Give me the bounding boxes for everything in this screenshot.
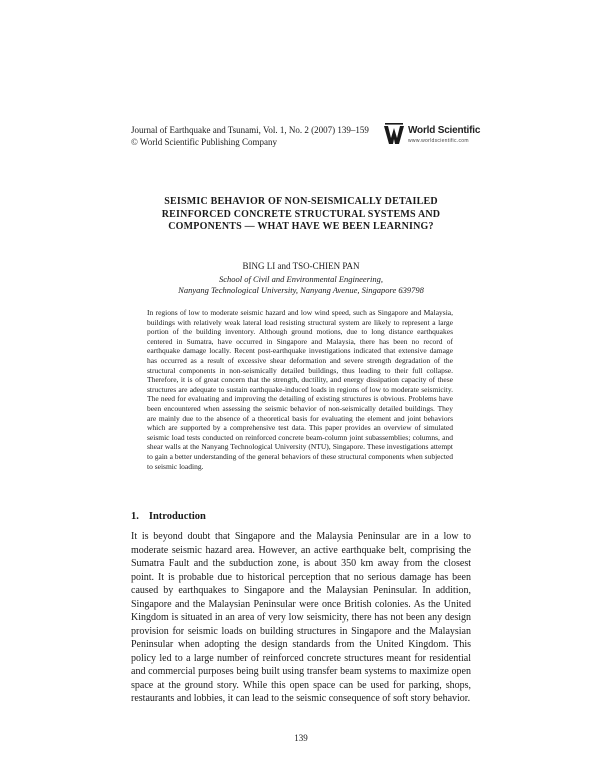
journal-header [131, 124, 391, 148]
copyright-line: © World Scientific Publishing Company [131, 137, 277, 147]
affiliation-line-1: School of Civil and Environmental Engineering, [219, 274, 383, 284]
section-title: Introduction [148, 511, 206, 522]
world-scientific-logo-icon [383, 123, 405, 147]
publisher-tagline: www.worldscientific.com [408, 138, 469, 144]
article-authors: BING LI and TSO-CHIEN PAN [242, 261, 360, 271]
publisher-name: World Scientific [408, 125, 481, 136]
author-affiliation [131, 274, 471, 296]
article-title: SEISMIC BEHAVIOR OF NON-SEISMICALLY DETAILED REINFORCED CONCRETE STRUCTURAL SYSTEMS AND COMPONENTS — WHAT HAVE WE BEEN LEARNING? [161, 196, 441, 232]
publisher-logo [383, 121, 483, 151]
page-number: 139 [294, 733, 308, 743]
introduction-text: It is beyond doubt that Singapore and the Malaysia Peninsular are in a low to moderate seismic hazard area. However, an active earthquake belt, comprising the Sumatra Fault and the subduction zone, is about 350 km away from the closest point. It is probable due to historical perception that no serious damage has been caused by earthquakes to Singapore and the Malaysian Peninsular. In addition, Singapore and the Malaysian Peninsular were once British colonies. As the United Kingdom is situated in an area of very low seismicity, there has not been any design provision for seismic loads on building structures in Singapore and the Malaysian Peninsular when adopting the design standards from the United Kingdom. This policy led to a large number of reinforced concrete structures meant for residential and commercial purposes being built using transfer beam systems to maximize open space at the ground story. While this open space can be used for parking, shops, restaurants and lobbies, it can lead to the seismic consequence of soft story behavior. [131, 531, 471, 704]
affiliation-line-2: Nanyang Technological University, Nanyang Avenue, Singapore 639798 [178, 285, 424, 295]
journal-citation: Journal of Earthquake and Tsunami, Vol. 1, No. 2 (2007) 139–159 [131, 125, 369, 135]
abstract: In regions of low to moderate seismic hazard and low wind speed, such as Singapore and Malaysia, buildings with relatively weak lateral load resisting structural system are likely to represent a large portion of the building inventory. Although ground motions, due to long distance earthquakes centered in Sumatra, have occurred in Singapore and Malaysia, there has been no record of earthquake damage locally. Recent post-earthquake investigations indicated that extensive damage has occurred as a result of excessive shear deformation and severe strength degradation of the structural components in non-seismically detailed buildings, thus leading to their full collapse. Therefore, it is of great concern that the strength, ductility, and energy dissipation capacity of these structures are adequate to sustain earthquake-induced loads in regions of low to moderate seismicity. The need for evaluating and improving the detailing of existing structures is obvious. Problems have been encountered when assessing the seismic behavior of non-seismically detailed buildings. They are mainly due to the absence of a theoretical basis for evaluating the element and joint behaviors which are supported by a comprehensive test data. This paper provides an overview of simulated seismic load tests conducted on reinforced concrete beam-column joint subassemblies; columns, and shear walls at the Nanyang Technological University (NTU), Singapore. These investigations attempt to gain a better understanding of the general behaviors of these structural components when subjected to seismic loading. [147, 308, 453, 471]
section-number: 1. [131, 511, 139, 522]
section-heading [131, 511, 216, 522]
